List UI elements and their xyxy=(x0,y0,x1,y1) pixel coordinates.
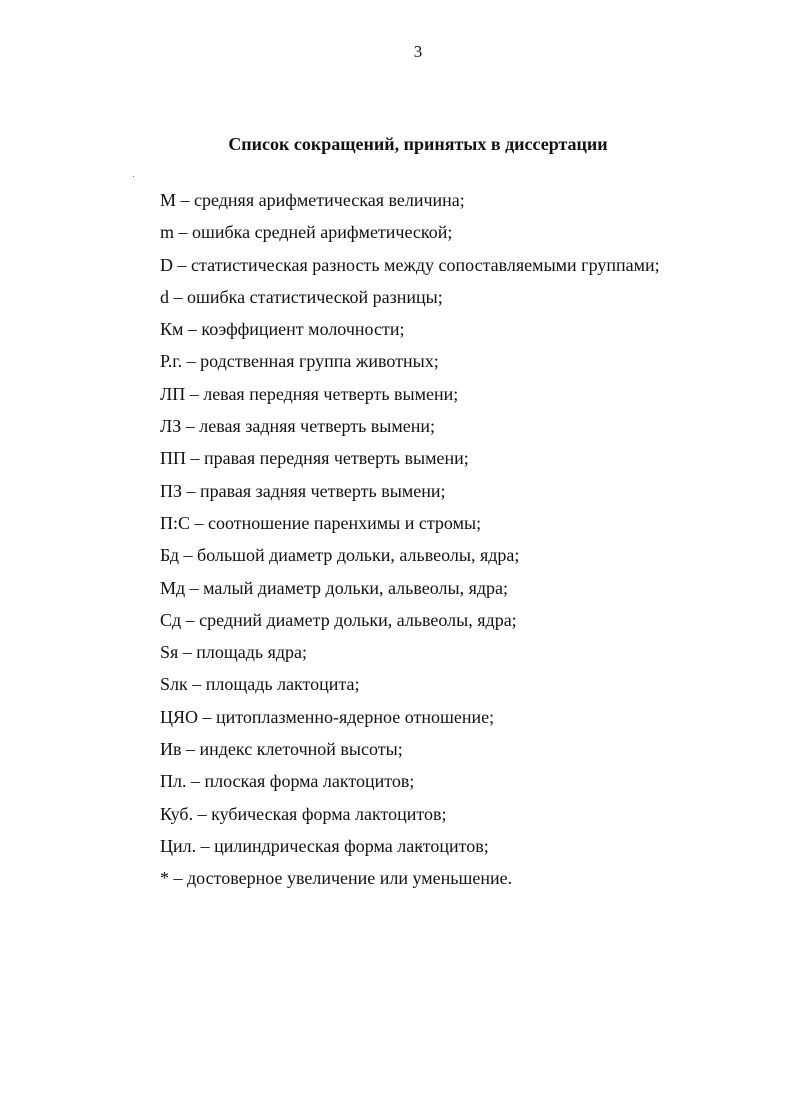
page-number: 3 xyxy=(413,42,423,61)
list-item: П:С – соотношение паренхимы и стромы; xyxy=(160,512,482,533)
list-item: Куб. – кубическая форма лактоцитов; xyxy=(160,803,447,824)
list-item: Sлк – площадь лактоцита; xyxy=(160,674,360,695)
list-item: ЦЯО – цитоплазменно-ядерное отношение; xyxy=(160,706,495,727)
list-item: Км – коэффициент молочности; xyxy=(160,319,405,340)
list-item: d – ошибка статистической разницы; xyxy=(160,286,443,307)
list-item: Бд – большой диаметр дольки, альвеолы, ядра; xyxy=(160,545,520,566)
list-item: Sя – площадь ядра; xyxy=(160,642,308,663)
page-title: Список сокращений, принятых в диссертации xyxy=(228,134,608,154)
scan-speck xyxy=(133,176,134,177)
list-item: М – средняя арифметическая величина; xyxy=(160,190,465,210)
list-item: Цил. – цилиндрическая форма лактоцитов; xyxy=(160,835,489,856)
list-item: m – ошибка средней арифметической; xyxy=(160,222,453,243)
list-item: Ив – индекс клеточной высоты; xyxy=(160,739,403,760)
abbreviation-list xyxy=(160,186,660,897)
list-item: D – статистическая разность между сопоставляемыми группами; xyxy=(160,254,660,275)
list-item: ЛЗ – левая задняя четверть вымени; xyxy=(160,416,436,437)
list-item: Сд – средний диаметр дольки, альвеолы, ядра; xyxy=(160,609,517,630)
list-item: ПП – правая передняя четверть вымени; xyxy=(160,448,469,469)
list-item: * – достоверное увеличение или уменьшение. xyxy=(160,868,513,889)
list-item: Мд – малый диаметр дольки, альвеолы, ядра; xyxy=(160,577,509,598)
list-item: ЛП – левая передняя четверть вымени; xyxy=(160,383,459,404)
list-item: ПЗ – правая задняя четверть вымени; xyxy=(160,480,446,501)
list-item: Пл. – плоская форма лактоцитов; xyxy=(160,771,415,792)
list-item: Р.г. – родственная группа животных; xyxy=(160,351,439,372)
